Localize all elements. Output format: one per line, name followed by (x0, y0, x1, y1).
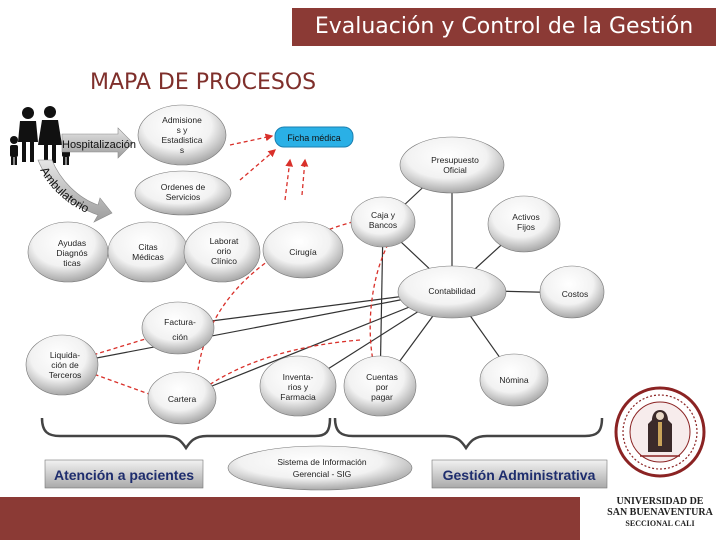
logo-line-1: UNIVERSIDAD DE (616, 496, 704, 507)
node-caja (351, 197, 415, 247)
university-logo (600, 372, 720, 540)
node-presupuesto (400, 137, 504, 193)
svg-text:Servicios: Servicios (165, 192, 201, 202)
logo-line-3: SECCIONAL CALI (625, 519, 695, 528)
node-cuentas (344, 356, 416, 416)
university-seal-icon (612, 372, 708, 492)
node-facturacion (142, 302, 214, 354)
svg-text:por: por (375, 382, 389, 392)
hospitalizacion-label: Hospitalización (62, 139, 136, 151)
node-citas (108, 222, 188, 282)
svg-text:Contabilidad: Contabilidad (428, 286, 476, 296)
svg-text:Sistema de Información: Sistema de Información (277, 457, 367, 467)
node-admisiones (138, 105, 226, 165)
node-laboratorio (184, 222, 260, 282)
svg-text:Terceros: Terceros (48, 370, 82, 380)
svg-text:Nómina: Nómina (499, 375, 529, 385)
svg-text:ticas: ticas (63, 258, 81, 268)
svg-text:Costos: Costos (561, 289, 589, 299)
svg-text:s: s (179, 145, 185, 155)
svg-text:Farmacia: Farmacia (280, 392, 316, 402)
node-contabilidad (398, 266, 506, 318)
svg-text:Activos: Activos (512, 212, 540, 222)
svg-text:Laborat: Laborat (209, 236, 239, 246)
footer-bar (0, 497, 580, 540)
svg-text:Inventa-: Inventa- (282, 372, 314, 382)
right-brace (335, 418, 602, 448)
people-icon (10, 106, 70, 165)
svg-text:Caja y: Caja y (370, 210, 396, 220)
node-activos (488, 196, 560, 252)
node-nomina (480, 354, 548, 406)
header-title: Evaluación y Control de la Gestión (314, 14, 694, 39)
svg-text:Oficial: Oficial (443, 165, 467, 175)
node-sig (228, 446, 412, 490)
header-bar (292, 8, 716, 46)
ficha-medica-label: Ficha médica (287, 133, 341, 143)
node-ayudas (28, 222, 108, 282)
svg-text:orio: orio (216, 246, 232, 256)
svg-text:Ordenes de: Ordenes de (160, 182, 206, 192)
ambulatorio-label: Ambulatorio (37, 164, 92, 216)
svg-text:Liquida-: Liquida- (49, 350, 81, 360)
svg-text:Cartera: Cartera (167, 394, 197, 404)
svg-text:Presupuesto: Presupuesto (431, 155, 479, 165)
node-inventarios (260, 356, 336, 416)
svg-text:rios y: rios y (287, 382, 309, 392)
svg-text:Gerencial - SIG: Gerencial - SIG (292, 469, 352, 479)
gestion-administrativa-label: Gestión Administrativa (442, 467, 596, 483)
node-cirugia (263, 222, 343, 278)
logo-line-2: SAN BUENAVENTURA (607, 507, 713, 518)
svg-text:ción de: ción de (51, 360, 79, 370)
node-costos (540, 266, 604, 318)
svg-text:Estadistica: Estadistica (161, 135, 203, 145)
svg-text:Diagnós: Diagnós (56, 248, 88, 258)
svg-text:Médicas: Médicas (132, 252, 164, 262)
node-ordenes (135, 171, 231, 215)
node-cartera (148, 372, 216, 424)
svg-text:Factura-: Factura- (164, 317, 196, 327)
svg-text:ción: ción (172, 332, 188, 342)
svg-text:Citas: Citas (138, 242, 158, 252)
svg-text:Ayudas: Ayudas (57, 238, 87, 248)
svg-text:Clínico: Clínico (211, 256, 237, 266)
svg-text:Admisione: Admisione (162, 115, 202, 125)
svg-text:Fijos: Fijos (517, 222, 535, 232)
node-liquidacion (26, 335, 98, 395)
svg-text:Cirugía: Cirugía (289, 247, 317, 257)
svg-text:s y: s y (176, 125, 188, 135)
svg-text:Cuentas: Cuentas (366, 372, 398, 382)
process-map-diagram (0, 95, 610, 495)
svg-text:Bancos: Bancos (368, 220, 398, 230)
svg-text:pagar: pagar (371, 392, 393, 402)
atencion-pacientes-label: Atención a pacientes (53, 467, 195, 483)
page-title: MAPA DE PROCESOS (90, 70, 317, 95)
